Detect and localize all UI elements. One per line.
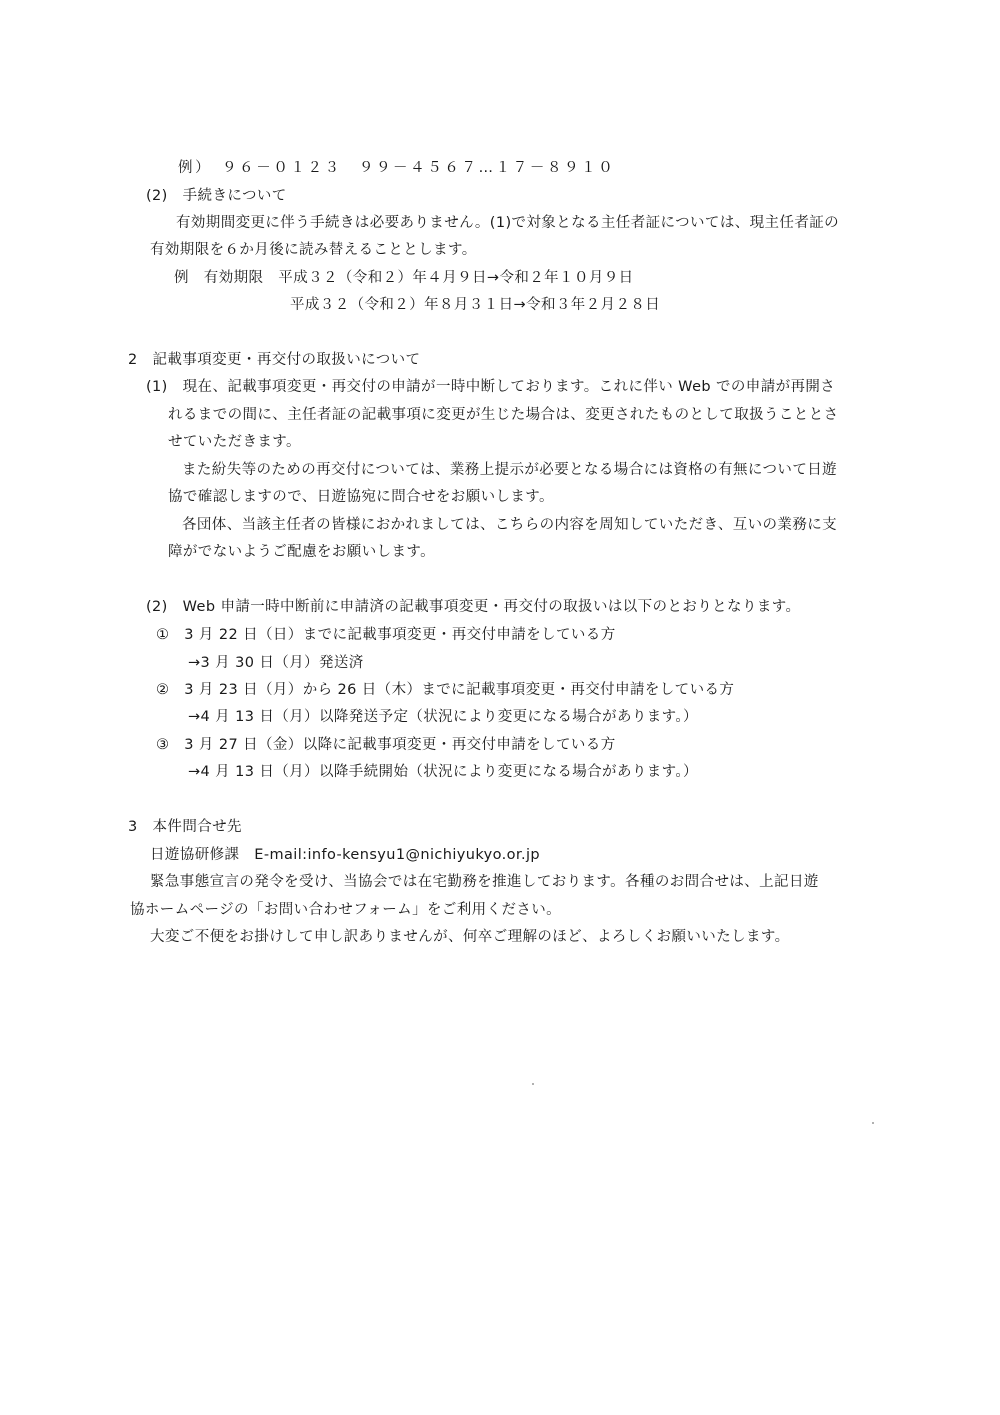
contact-email: 日遊協研修課 E-mail:info-kensyu1@nichiyukyo.or.jp: [150, 847, 540, 863]
list-item: ③ 3 月 27 日（金）以降に記載事項変更・再交付申請をしている方: [156, 737, 616, 753]
list-item: ① 3 月 22 日（日）までに記載事項変更・再交付申請をしている方: [156, 627, 616, 643]
paragraph-line: 協で確認しますので、日遊協宛に問合せをお願いします。: [168, 489, 554, 505]
paragraph-line: 各団体、当該主任者の皆様におかれましては、こちらの内容を周知していただき、互いの業務に支: [182, 517, 838, 533]
paragraph-line: 協ホームページの「お問い合わせフォーム」をご利用ください。: [130, 902, 562, 918]
section-2-2-heading: (2) Web 申請一時中断前に申請済の記載事項変更・再交付の取扱いは以下のとおりとなります。: [146, 599, 801, 615]
paragraph-line: 有効期間変更に伴う手続きは必要ありません。(1)で対象となる主任者証については、現主任者証の: [176, 215, 840, 231]
section-3-heading: 3 本件問合せ先: [128, 819, 242, 835]
validity-example-2: 平成３２（令和２）年８月３１日→令和３年２月２８日: [290, 297, 661, 313]
list-item-result: →3 月 30 日（月）発送済: [188, 655, 364, 671]
paragraph-line: 有効期限を６か月後に読み替えることとします。: [150, 242, 477, 258]
paragraph-line: 大変ご不便をお掛けして申し訳ありませんが、何卒ご理解のほど、よろしくお願いいたします。: [150, 929, 790, 945]
validity-example-1: 例 有効期限 平成３２（令和２）年４月９日→令和２年１０月９日: [174, 270, 634, 286]
scan-speck: [532, 1083, 534, 1085]
list-item: ② 3 月 23 日（月）から 26 日（木）までに記載事項変更・再交付申請をしている方: [156, 682, 735, 698]
list-item-result: →4 月 13 日（月）以降手続開始（状況により変更になる場合があります。）: [188, 764, 698, 780]
paragraph-line: れるまでの間に、主任者証の記載事項に変更が生じた場合は、変更されたものとして取扱うこととさ: [168, 407, 839, 423]
section-2-heading: 2 記載事項変更・再交付の取扱いについて: [128, 352, 421, 368]
example-id-list: 例） ９６－０１２３ ９９－４５６７…１７－８９１０: [178, 160, 616, 176]
section-1-2-heading: (2) 手続きについて: [146, 188, 287, 204]
paragraph-line: (1) 現在、記載事項変更・再交付の申請が一時中断しております。これに伴い Web での申請が再開さ: [146, 379, 836, 395]
list-item-result: →4 月 13 日（月）以降発送予定（状況により変更になる場合があります。）: [188, 709, 698, 725]
paragraph-line: せていただきます。: [168, 434, 301, 450]
paragraph-line: また紛失等のための再交付については、業務上提示が必要となる場合には資格の有無について日遊: [182, 462, 838, 478]
paragraph-line: 緊急事態宣言の発令を受け、当協会では在宅勤務を推進しております。各種のお問合せは、上記日遊: [150, 874, 819, 890]
paragraph-line: 障がでないようご配慮をお願いします。: [168, 544, 436, 560]
scan-speck: [872, 1122, 874, 1124]
